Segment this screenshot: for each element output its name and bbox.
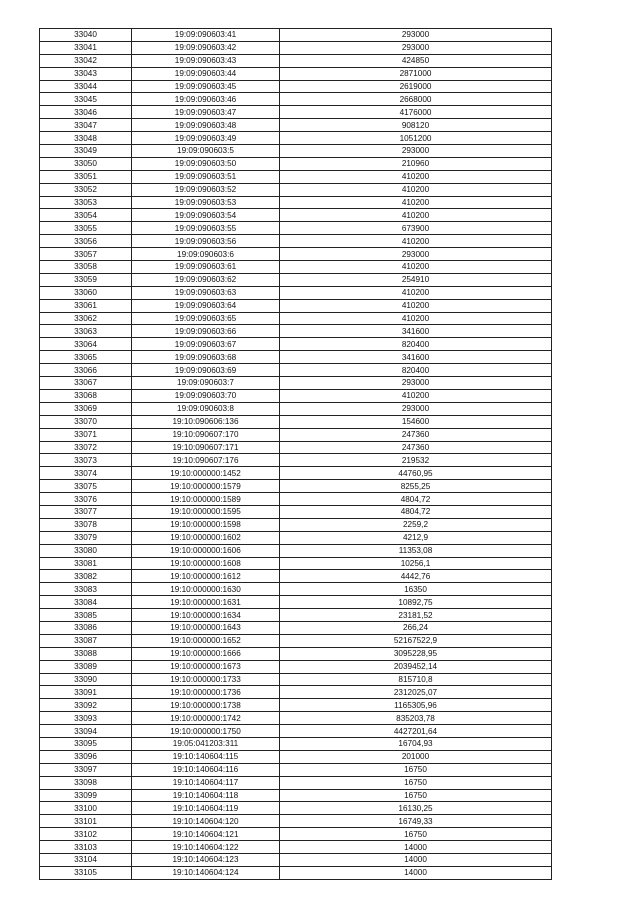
value-cell: 410200	[280, 299, 552, 312]
value-cell: 908120	[280, 119, 552, 132]
table-row	[40, 544, 552, 557]
row-number-cell: 33068	[40, 389, 132, 402]
value-cell: 2619000	[280, 80, 552, 93]
cadastral-number-cell: 19:10:140604:119	[132, 802, 280, 815]
table-row	[40, 467, 552, 480]
cadastral-number-cell: 19:10:140604:122	[132, 841, 280, 854]
table-row	[40, 415, 552, 428]
data-table	[39, 28, 552, 880]
table-row	[40, 209, 552, 222]
cadastral-number-cell: 19:10:000000:1598	[132, 518, 280, 531]
cadastral-number-cell: 19:09:090603:65	[132, 312, 280, 325]
cadastral-number-cell: 19:09:090603:47	[132, 106, 280, 119]
table-row	[40, 145, 552, 158]
cadastral-number-cell: 19:10:140604:118	[132, 789, 280, 802]
cadastral-number-cell: 19:09:090603:69	[132, 364, 280, 377]
value-cell: 673900	[280, 222, 552, 235]
value-cell: 11353,08	[280, 544, 552, 557]
row-number-cell: 33067	[40, 377, 132, 390]
cadastral-number-cell: 19:10:000000:1652	[132, 634, 280, 647]
row-number-cell: 33103	[40, 841, 132, 854]
row-number-cell: 33054	[40, 209, 132, 222]
cadastral-number-cell: 19:10:140604:123	[132, 854, 280, 867]
row-number-cell: 33086	[40, 621, 132, 634]
cadastral-number-cell: 19:09:090603:53	[132, 196, 280, 209]
cadastral-number-cell: 19:09:090603:6	[132, 248, 280, 261]
value-cell: 4176000	[280, 106, 552, 119]
cadastral-number-cell: 19:09:090603:42	[132, 41, 280, 54]
row-number-cell: 33069	[40, 402, 132, 415]
row-number-cell: 33052	[40, 183, 132, 196]
table-row	[40, 93, 552, 106]
cadastral-number-cell: 19:09:090603:54	[132, 209, 280, 222]
value-cell: 293000	[280, 402, 552, 415]
table-row	[40, 518, 552, 531]
row-number-cell: 33104	[40, 854, 132, 867]
cadastral-number-cell: 19:10:140604:121	[132, 828, 280, 841]
cadastral-number-cell: 19:09:090603:48	[132, 119, 280, 132]
table-row	[40, 776, 552, 789]
cadastral-number-cell: 19:10:000000:1606	[132, 544, 280, 557]
row-number-cell: 33050	[40, 157, 132, 170]
value-cell: 815710,8	[280, 673, 552, 686]
cadastral-number-cell: 19:09:090603:51	[132, 170, 280, 183]
table-row	[40, 299, 552, 312]
value-cell: 4427201,64	[280, 725, 552, 738]
row-number-cell: 33076	[40, 493, 132, 506]
cadastral-number-cell: 19:10:000000:1579	[132, 480, 280, 493]
cadastral-number-cell: 19:10:140604:124	[132, 866, 280, 879]
table-row	[40, 196, 552, 209]
value-cell: 2312025,07	[280, 686, 552, 699]
cadastral-number-cell: 19:10:000000:1602	[132, 531, 280, 544]
table-row	[40, 660, 552, 673]
value-cell: 266,24	[280, 621, 552, 634]
value-cell: 14000	[280, 841, 552, 854]
table-row	[40, 841, 552, 854]
row-number-cell: 33091	[40, 686, 132, 699]
table-row	[40, 351, 552, 364]
value-cell: 14000	[280, 854, 552, 867]
cadastral-number-cell: 19:10:000000:1630	[132, 583, 280, 596]
row-number-cell: 33092	[40, 699, 132, 712]
cadastral-number-cell: 19:10:090606:136	[132, 415, 280, 428]
table-row	[40, 157, 552, 170]
row-number-cell: 33065	[40, 351, 132, 364]
row-number-cell: 33094	[40, 725, 132, 738]
value-cell: 16749,33	[280, 815, 552, 828]
table-row	[40, 647, 552, 660]
value-cell: 424850	[280, 54, 552, 67]
cadastral-number-cell: 19:09:090603:56	[132, 235, 280, 248]
row-number-cell: 33105	[40, 866, 132, 879]
table-row	[40, 854, 552, 867]
row-number-cell: 33060	[40, 286, 132, 299]
table-row	[40, 712, 552, 725]
row-number-cell: 33079	[40, 531, 132, 544]
row-number-cell: 33070	[40, 415, 132, 428]
table-row	[40, 261, 552, 274]
cadastral-number-cell: 19:10:000000:1742	[132, 712, 280, 725]
cadastral-number-cell: 19:09:090603:64	[132, 299, 280, 312]
row-number-cell: 33061	[40, 299, 132, 312]
row-number-cell: 33100	[40, 802, 132, 815]
value-cell: 247360	[280, 428, 552, 441]
value-cell: 16750	[280, 789, 552, 802]
row-number-cell: 33073	[40, 454, 132, 467]
table-row	[40, 609, 552, 622]
table-row	[40, 389, 552, 402]
value-cell: 16704,93	[280, 737, 552, 750]
table-row	[40, 222, 552, 235]
row-number-cell: 33090	[40, 673, 132, 686]
row-number-cell: 33051	[40, 170, 132, 183]
row-number-cell: 33046	[40, 106, 132, 119]
cadastral-number-cell: 19:10:000000:1673	[132, 660, 280, 673]
cadastral-number-cell: 19:10:000000:1643	[132, 621, 280, 634]
table-body	[40, 29, 552, 880]
table-row	[40, 338, 552, 351]
cadastral-number-cell: 19:10:140604:117	[132, 776, 280, 789]
cadastral-number-cell: 19:10:000000:1634	[132, 609, 280, 622]
table-row	[40, 686, 552, 699]
table-row	[40, 505, 552, 518]
value-cell: 2259,2	[280, 518, 552, 531]
table-row	[40, 596, 552, 609]
row-number-cell: 33095	[40, 737, 132, 750]
value-cell: 16130,25	[280, 802, 552, 815]
cadastral-number-cell: 19:09:090603:7	[132, 377, 280, 390]
value-cell: 16350	[280, 583, 552, 596]
value-cell: 835203,78	[280, 712, 552, 725]
row-number-cell: 33043	[40, 67, 132, 80]
value-cell: 16750	[280, 776, 552, 789]
table-row	[40, 493, 552, 506]
table-row	[40, 441, 552, 454]
row-number-cell: 33053	[40, 196, 132, 209]
cadastral-number-cell: 19:10:090607:170	[132, 428, 280, 441]
value-cell: 247360	[280, 441, 552, 454]
table-row	[40, 235, 552, 248]
row-number-cell: 33084	[40, 596, 132, 609]
cadastral-number-cell: 19:10:000000:1666	[132, 647, 280, 660]
value-cell: 201000	[280, 750, 552, 763]
table-row	[40, 699, 552, 712]
value-cell: 254910	[280, 273, 552, 286]
cadastral-number-cell: 19:09:090603:61	[132, 261, 280, 274]
row-number-cell: 33057	[40, 248, 132, 261]
table-row	[40, 480, 552, 493]
table-row	[40, 802, 552, 815]
table-row	[40, 570, 552, 583]
value-cell: 52167522,9	[280, 634, 552, 647]
cadastral-number-cell: 19:09:090603:44	[132, 67, 280, 80]
cadastral-number-cell: 19:09:090603:62	[132, 273, 280, 286]
table-row	[40, 119, 552, 132]
cadastral-number-cell: 19:10:140604:115	[132, 750, 280, 763]
table-row	[40, 750, 552, 763]
row-number-cell: 33085	[40, 609, 132, 622]
table-row	[40, 634, 552, 647]
cadastral-number-cell: 19:10:000000:1589	[132, 493, 280, 506]
row-number-cell: 33097	[40, 763, 132, 776]
row-number-cell: 33044	[40, 80, 132, 93]
table-row	[40, 402, 552, 415]
cadastral-number-cell: 19:10:000000:1733	[132, 673, 280, 686]
cadastral-number-cell: 19:10:140604:120	[132, 815, 280, 828]
cadastral-number-cell: 19:09:090603:55	[132, 222, 280, 235]
value-cell: 293000	[280, 29, 552, 42]
value-cell: 10892,75	[280, 596, 552, 609]
row-number-cell: 33075	[40, 480, 132, 493]
cadastral-number-cell: 19:09:090603:50	[132, 157, 280, 170]
table-row	[40, 286, 552, 299]
cadastral-number-cell: 19:09:090603:5	[132, 145, 280, 158]
row-number-cell: 33080	[40, 544, 132, 557]
value-cell: 293000	[280, 41, 552, 54]
table-row	[40, 737, 552, 750]
row-number-cell: 33063	[40, 325, 132, 338]
value-cell: 341600	[280, 351, 552, 364]
table-row	[40, 67, 552, 80]
value-cell: 4804,72	[280, 505, 552, 518]
row-number-cell: 33078	[40, 518, 132, 531]
row-number-cell: 33081	[40, 557, 132, 570]
cadastral-number-cell: 19:10:000000:1738	[132, 699, 280, 712]
table-row	[40, 170, 552, 183]
row-number-cell: 33102	[40, 828, 132, 841]
row-number-cell: 33071	[40, 428, 132, 441]
value-cell: 8255,25	[280, 480, 552, 493]
cadastral-number-cell: 19:10:000000:1631	[132, 596, 280, 609]
row-number-cell: 33047	[40, 119, 132, 132]
row-number-cell: 33088	[40, 647, 132, 660]
row-number-cell: 33077	[40, 505, 132, 518]
row-number-cell: 33062	[40, 312, 132, 325]
row-number-cell: 33074	[40, 467, 132, 480]
value-cell: 23181,52	[280, 609, 552, 622]
value-cell: 410200	[280, 286, 552, 299]
value-cell: 820400	[280, 364, 552, 377]
cadastral-number-cell: 19:05:041203:311	[132, 737, 280, 750]
table-row	[40, 531, 552, 544]
table-row	[40, 248, 552, 261]
cadastral-number-cell: 19:09:090603:46	[132, 93, 280, 106]
cadastral-number-cell: 19:10:090607:176	[132, 454, 280, 467]
value-cell: 16750	[280, 828, 552, 841]
table-row	[40, 454, 552, 467]
cadastral-number-cell: 19:10:000000:1452	[132, 467, 280, 480]
row-number-cell: 33055	[40, 222, 132, 235]
table-row	[40, 325, 552, 338]
cadastral-number-cell: 19:10:000000:1736	[132, 686, 280, 699]
cadastral-number-cell: 19:10:000000:1608	[132, 557, 280, 570]
cadastral-number-cell: 19:10:090607:171	[132, 441, 280, 454]
value-cell: 820400	[280, 338, 552, 351]
row-number-cell: 33083	[40, 583, 132, 596]
table-row	[40, 54, 552, 67]
value-cell: 410200	[280, 170, 552, 183]
cadastral-number-cell: 19:09:090603:52	[132, 183, 280, 196]
value-cell: 293000	[280, 248, 552, 261]
row-number-cell: 33087	[40, 634, 132, 647]
table-row	[40, 557, 552, 570]
row-number-cell: 33082	[40, 570, 132, 583]
table-row	[40, 41, 552, 54]
value-cell: 293000	[280, 145, 552, 158]
row-number-cell: 33072	[40, 441, 132, 454]
cadastral-number-cell: 19:10:000000:1750	[132, 725, 280, 738]
table-row	[40, 763, 552, 776]
cadastral-number-cell: 19:09:090603:41	[132, 29, 280, 42]
table-row	[40, 866, 552, 879]
value-cell: 2668000	[280, 93, 552, 106]
value-cell: 14000	[280, 866, 552, 879]
value-cell: 4804,72	[280, 493, 552, 506]
row-number-cell: 33040	[40, 29, 132, 42]
table-row	[40, 183, 552, 196]
row-number-cell: 33042	[40, 54, 132, 67]
table-row	[40, 789, 552, 802]
value-cell: 410200	[280, 209, 552, 222]
row-number-cell: 33056	[40, 235, 132, 248]
table-row	[40, 621, 552, 634]
value-cell: 410200	[280, 183, 552, 196]
row-number-cell: 33041	[40, 41, 132, 54]
cadastral-number-cell: 19:09:090603:45	[132, 80, 280, 93]
cadastral-number-cell: 19:09:090603:63	[132, 286, 280, 299]
value-cell: 410200	[280, 196, 552, 209]
row-number-cell: 33096	[40, 750, 132, 763]
value-cell: 2039452,14	[280, 660, 552, 673]
row-number-cell: 33098	[40, 776, 132, 789]
cadastral-number-cell: 19:09:090603:66	[132, 325, 280, 338]
table-row	[40, 364, 552, 377]
table-row	[40, 273, 552, 286]
value-cell: 3095228,95	[280, 647, 552, 660]
table-row	[40, 132, 552, 145]
table-row	[40, 106, 552, 119]
cadastral-number-cell: 19:09:090603:8	[132, 402, 280, 415]
value-cell: 2871000	[280, 67, 552, 80]
table-row	[40, 377, 552, 390]
table-row	[40, 80, 552, 93]
value-cell: 410200	[280, 312, 552, 325]
table-row	[40, 725, 552, 738]
cadastral-number-cell: 19:09:090603:70	[132, 389, 280, 402]
cadastral-number-cell: 19:09:090603:43	[132, 54, 280, 67]
row-number-cell: 33101	[40, 815, 132, 828]
row-number-cell: 33099	[40, 789, 132, 802]
row-number-cell: 33058	[40, 261, 132, 274]
table-row	[40, 312, 552, 325]
value-cell: 293000	[280, 377, 552, 390]
row-number-cell: 33045	[40, 93, 132, 106]
cadastral-number-cell: 19:10:000000:1612	[132, 570, 280, 583]
value-cell: 410200	[280, 235, 552, 248]
row-number-cell: 33064	[40, 338, 132, 351]
row-number-cell: 33066	[40, 364, 132, 377]
value-cell: 219532	[280, 454, 552, 467]
value-cell: 44760,95	[280, 467, 552, 480]
row-number-cell: 33048	[40, 132, 132, 145]
cadastral-number-cell: 19:09:090603:67	[132, 338, 280, 351]
row-number-cell: 33089	[40, 660, 132, 673]
value-cell: 410200	[280, 261, 552, 274]
value-cell: 16750	[280, 763, 552, 776]
value-cell: 1051200	[280, 132, 552, 145]
table-row	[40, 673, 552, 686]
cadastral-number-cell: 19:09:090603:68	[132, 351, 280, 364]
value-cell: 154600	[280, 415, 552, 428]
row-number-cell: 33093	[40, 712, 132, 725]
value-cell: 4212,9	[280, 531, 552, 544]
row-number-cell: 33059	[40, 273, 132, 286]
table-row	[40, 815, 552, 828]
table-row	[40, 29, 552, 42]
value-cell: 1165305,96	[280, 699, 552, 712]
cadastral-number-cell: 19:10:140604:116	[132, 763, 280, 776]
value-cell: 210960	[280, 157, 552, 170]
value-cell: 341600	[280, 325, 552, 338]
table-row	[40, 583, 552, 596]
table-row	[40, 428, 552, 441]
value-cell: 410200	[280, 389, 552, 402]
table-row	[40, 828, 552, 841]
cadastral-number-cell: 19:10:000000:1595	[132, 505, 280, 518]
row-number-cell: 33049	[40, 145, 132, 158]
value-cell: 10256,1	[280, 557, 552, 570]
cadastral-number-cell: 19:09:090603:49	[132, 132, 280, 145]
value-cell: 4442,76	[280, 570, 552, 583]
